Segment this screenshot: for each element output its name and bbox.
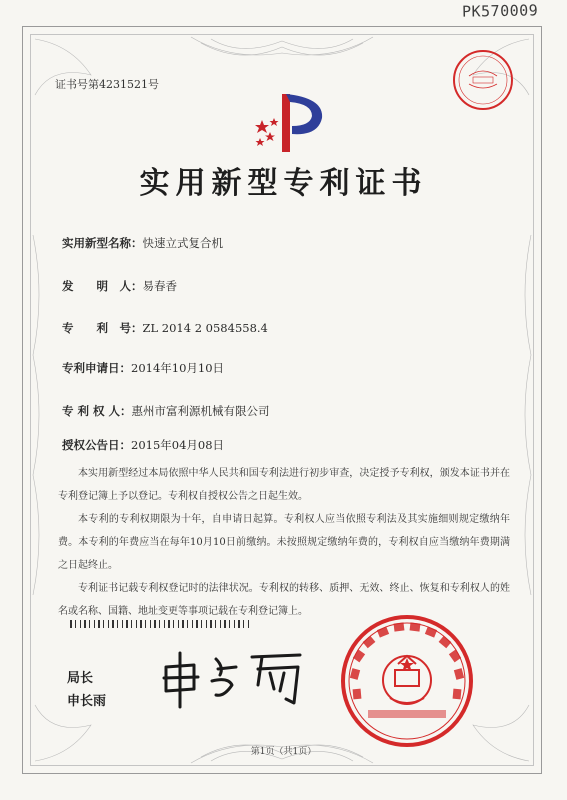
barcode-bar (234, 620, 235, 628)
barcode-bar (168, 620, 170, 628)
barcode-bar (220, 620, 221, 628)
field-patent-number (62, 320, 268, 336)
barcode-bar (89, 620, 90, 628)
barcode-bar (154, 620, 156, 628)
barcode-bar (150, 620, 151, 628)
field-label: 授权公告日： (62, 438, 131, 452)
barcode-bar (122, 620, 123, 628)
barcode-bar (206, 620, 207, 628)
barcode-bar (94, 620, 95, 628)
barcode-bar (112, 620, 114, 628)
field-label: 实用新型名称： (62, 236, 143, 250)
barcode-bar (192, 620, 193, 628)
field-value: 易春香 (142, 279, 177, 293)
barcode-bar (238, 620, 240, 628)
barcode-bar (126, 620, 128, 628)
barcode-bar (164, 620, 165, 628)
field-label: 专利申请日： (62, 361, 131, 375)
field-value: 快速立式复合机 (142, 236, 223, 250)
barcode-bar (201, 620, 202, 628)
barcode-bar (229, 620, 230, 628)
barcode-bar (103, 620, 104, 628)
field-value: ZL 2014 2 0584558.4 (142, 321, 268, 335)
field-label: 专 利 权 人： (62, 404, 132, 418)
certificate-number: 证书号第4231521号 (55, 78, 159, 91)
barcode-bar (196, 620, 198, 628)
paragraph-legal-status: 专利证书记载专利权登记时的法律状况。专利权的转移、质押、无效、终止、恢复和专利权人的姓名或名称、国籍、地址变更等事项记载在专利登记簿上。 (58, 583, 510, 617)
field-value: 2014年10月10日 (131, 361, 225, 375)
barcode-bar (248, 620, 249, 628)
certificate-body-text (58, 462, 510, 623)
barcode-bar (70, 620, 72, 628)
field-grant-date (62, 437, 224, 453)
barcode-bar (136, 620, 137, 628)
barcode-bar (159, 620, 160, 628)
field-label: 发 明 人： (62, 279, 143, 293)
barcode-bar (215, 620, 216, 628)
handwritten-signature (158, 645, 308, 713)
field-value: 惠州市富利源机械有限公司 (131, 404, 270, 418)
barcode-bar (173, 620, 174, 628)
field-application-date (62, 360, 224, 376)
barcode-bar (178, 620, 179, 628)
barcode-bar (243, 620, 244, 628)
field-inventor (62, 278, 177, 294)
page-footer: 第1页（共1页） (250, 747, 317, 757)
patent-office-logo-icon (252, 90, 328, 154)
barcode-bar (108, 620, 109, 628)
barcode-bar (84, 620, 86, 628)
barcode-bar (224, 620, 226, 628)
paragraph-grant: 本实用新型经过本局依照中华人民共和国专利法进行初步审查，决定授予专利权，颁发本证书并在专利登记簿上予以登记。专利权自授权公告之日起生效。 (58, 468, 510, 502)
official-red-seal-stamp (338, 612, 476, 750)
top-right-seal-stamp (451, 48, 515, 112)
barcode-bar (140, 620, 142, 628)
barcode-bar (75, 620, 76, 628)
handwritten-note: PK570009 (461, 1, 539, 21)
signatory-name: 申长雨 (67, 694, 107, 709)
barcode (70, 620, 250, 628)
field-utility-model-name (62, 235, 223, 251)
barcode-bar (131, 620, 132, 628)
paragraph-term: 本专利的专利权期限为十年，自申请日起算。专利权人应当依照专利法及其实施细则规定缴纳年费。本专利的年费应当在每年10月10日前缴纳。未按照规定缴纳年费的，专利权自应当缴纳年费期满之日起终止。 (58, 514, 510, 571)
barcode-bar (98, 620, 100, 628)
field-value: 2015年04月08日 (131, 438, 225, 452)
signatory-title: 局长 (67, 671, 94, 686)
barcode-bar (80, 620, 81, 628)
field-patentee (62, 403, 270, 419)
barcode-bar (145, 620, 146, 628)
barcode-bar (210, 620, 212, 628)
document-title: 实用新型专利证书 (139, 166, 428, 201)
barcode-bar (117, 620, 118, 628)
barcode-bar (182, 620, 184, 628)
field-label: 专 利 号： (62, 321, 143, 335)
barcode-bar (187, 620, 188, 628)
